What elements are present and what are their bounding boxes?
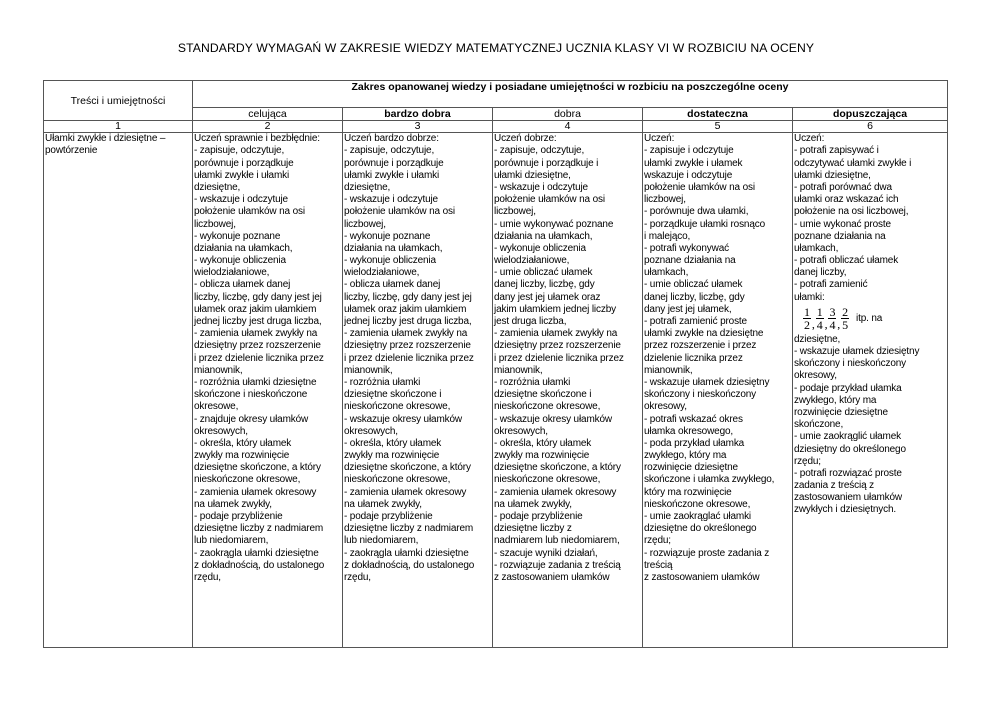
requirement-line: - określa, który ułamek [344, 437, 442, 449]
requirement-line: wskazuje i odczytuje [644, 169, 733, 181]
requirement-line: - zamienia ułamek okresowy [494, 486, 617, 498]
grade-cell-dopuszczajaca [793, 133, 948, 648]
requirement-line: zwykły ma rozwinięcie [194, 450, 290, 462]
requirement-line: działania na ułamkach, [194, 242, 293, 254]
grade-cell-dostateczna [643, 133, 793, 648]
column-number: 6 [793, 121, 948, 133]
requirement-line: - wykonuje obliczenia [494, 242, 586, 254]
requirement-line: - umie obliczać ułamek [644, 279, 743, 291]
requirement-line: - wykonuje obliczenia [194, 255, 286, 267]
requirement-line: - umie wykonać proste [794, 218, 891, 230]
requirement-line: ułamki oraz wskazać ich [794, 194, 899, 206]
grade-dopuszczajaca: dopuszczająca [793, 108, 948, 121]
requirement-line: - podaje przybliżenie [494, 511, 583, 523]
requirement-line: - potrafi rozwiązać proste [794, 467, 902, 479]
requirement-line: - umie obliczać ułamek [494, 267, 593, 279]
requirement-line: mianownik, [644, 364, 693, 376]
requirement-line: - potrafi wskazać okres [644, 413, 743, 425]
requirement-line: rozwinięcie dziesiętne [644, 462, 738, 474]
requirement-line: - podaje przykład ułamka [794, 382, 902, 394]
requirement-line: okresowy, [794, 370, 837, 382]
requirement-line: i malejąco, [644, 230, 691, 242]
requirement-line: ułamki dziesiętne, [794, 169, 871, 181]
fraction [828, 306, 836, 331]
requirement-line: - umie wykonywać poznane [494, 218, 614, 230]
requirement-line: - zamienia ułamek zwykły na [494, 328, 618, 340]
requirement-line: nieskończone okresowe, [344, 401, 451, 413]
requirement-line: z dokładnością, do ustalonego [344, 559, 475, 571]
requirement-line: - wykonuje poznane [194, 230, 281, 242]
requirement-line: dziesiętne liczby z nadmiarem [344, 523, 474, 535]
header-tresci: Treści i umiejętności [44, 81, 193, 121]
grade-bardzo-dobra: bardzo dobra [343, 108, 493, 121]
requirement-line: lub niedomiarem, [344, 535, 419, 547]
column-number: 4 [493, 121, 643, 133]
requirement-line: z zastosowaniem ułamków [644, 571, 760, 583]
requirement-line: - zapisuje, odczytuje, [194, 145, 285, 157]
requirement-line: dziesiętne liczby z nadmiarem [194, 523, 324, 535]
requirement-line: ułamkach, [794, 242, 839, 254]
requirement-line: dziesiętny przez rozszerzenie [194, 340, 321, 352]
requirement-line: - zamienia ułamek zwykły na [344, 328, 468, 340]
requirement-line: nieskończone okresowe, [494, 474, 601, 486]
requirement-line: ułamki zwykłe i ułamki [194, 169, 290, 181]
fraction [816, 306, 824, 331]
requirement-line: mianownik, [494, 364, 543, 376]
requirement-line: z dokładnością, do ustalonego [194, 559, 325, 571]
requirement-line: - zapisuje i odczytuje [644, 145, 734, 157]
requirement-line: zastosowaniem ułamków [794, 492, 903, 504]
requirement-line: rzędu, [194, 571, 221, 583]
requirement-line: skończony i nieskończony [644, 389, 757, 401]
requirement-line: liczbowej, [644, 194, 686, 206]
requirement-line: - rozróżnia ułamki [494, 376, 571, 388]
requirement-line: - oblicza ułamek danej [194, 279, 291, 291]
requirement-line: - wykonuje obliczenia [344, 255, 436, 267]
requirement-line: i przez dzielenie licznika przez [194, 352, 324, 364]
requirement-line: - wskazuje i odczytuje [344, 194, 438, 206]
requirement-line: danej liczby, [794, 267, 847, 279]
grade-dobra: dobra [493, 108, 643, 121]
requirement-line: Uczeń sprawnie i bezbłędnie: [194, 133, 320, 145]
requirement-line: - potrafi zapisywać i [794, 145, 879, 157]
requirement-line: nieskończone okresowe, [494, 401, 601, 413]
requirement-line: - wskazuje ułamek dziesiętny [794, 346, 920, 358]
requirement-line: poznane działania na [794, 230, 886, 242]
requirement-line: mianownik, [344, 364, 393, 376]
fraction [803, 306, 811, 331]
requirement-line: skończone i ułamka zwykłego, [644, 474, 775, 486]
requirement-line: dziesiętny przez rozszerzenie [344, 340, 471, 352]
requirement-line: nieskończone okresowe, [344, 474, 451, 486]
requirement-line: Uczeń: [644, 133, 675, 145]
fraction-denominator: 5 [842, 318, 849, 333]
fraction-denominator: 4 [829, 318, 836, 333]
requirement-line: Uczeń dobrze: [494, 133, 557, 145]
requirement-line: na ułamek zwykły, [494, 498, 572, 510]
requirement-line: - rozróżnia ułamki dziesiętne [194, 376, 317, 388]
requirement-line: przez rozszerzenie i przez [644, 340, 757, 352]
requirement-line: dziesiętne, [794, 333, 841, 345]
requirement-line: dziesiętny przez rozszerzenie [494, 340, 621, 352]
fraction-suffix: itp. na [856, 312, 883, 324]
requirement-line: z zastosowaniem ułamków [494, 571, 610, 583]
requirement-line: na ułamek zwykły, [194, 498, 272, 510]
requirement-line: porównuje i porządkuje i [494, 157, 599, 169]
requirement-line: działania na ułamkach, [344, 242, 443, 254]
requirement-line: - porządkuje ułamki rosnąco [644, 218, 766, 230]
requirement-line: - podaje przybliżenie [194, 511, 283, 523]
requirement-line: - wykonuje poznane [344, 230, 431, 242]
requirement-line: - zapisuje, odczytuje, [494, 145, 585, 157]
requirement-line: ułamki dziesiętne, [494, 169, 571, 181]
requirement-line: liczbowej, [194, 218, 236, 230]
requirement-line: położenie ułamków na osi [344, 206, 455, 218]
requirement-line: - oblicza ułamek danej [344, 279, 441, 291]
requirement-line: dziesiętne skończone i [494, 389, 592, 401]
requirement-line: działania na ułamkach, [494, 230, 593, 242]
requirement-line: dzielenie licznika przez [644, 352, 743, 364]
requirement-line: - określa, który ułamek [194, 437, 292, 449]
requirement-line: zwykłych i dziesiętnych. [794, 504, 896, 516]
requirement-line: ułamki zwykłe i ułamki [344, 169, 440, 181]
requirement-line: - rozróżnia ułamki [344, 376, 421, 388]
requirement-line: rzędu, [344, 571, 371, 583]
requirement-line: okresowych, [194, 425, 248, 437]
requirement-line: - potrafi zamienić proste [644, 316, 747, 328]
requirement-line: - potrafi zamienić [794, 279, 868, 291]
fraction [841, 306, 849, 331]
requirement-line: odczytywać ułamki zwykłe i [794, 157, 912, 169]
requirement-line: porównuje i porządkuje [194, 157, 294, 169]
requirement-line: nieskończone okresowe, [194, 474, 301, 486]
requirement-line: wielodziałaniowe, [344, 267, 420, 279]
requirement-line: - szacuje wyniki działań, [494, 547, 598, 559]
requirement-line: lub niedomiarem, [194, 535, 269, 547]
requirement-line: dany jest jej ułamek oraz [494, 291, 601, 303]
grade-cell-dobra [493, 133, 643, 648]
requirement-line: - porównuje dwa ułamki, [644, 206, 749, 218]
document-title: STANDARDY WYMAGAŃ W ZAKRESIE WIEDZY MATEMATYCZNEJ UCZNIA KLASY VI W ROZBICIU NA OCENY [177, 41, 815, 55]
requirement-line: dziesiętne do określonego [644, 523, 757, 535]
requirement-line: rzędu; [644, 535, 671, 547]
requirement-line: okresowych, [344, 425, 398, 437]
requirement-line: - wskazuje okresy ułamków [344, 413, 462, 425]
requirement-line: - zamienia ułamek okresowy [344, 486, 467, 498]
requirement-line: - umie zaokrąglać ułamki [644, 511, 751, 523]
requirement-line: - wskazuje i odczytuje [194, 194, 288, 206]
column-number: 3 [343, 121, 493, 133]
fraction-numerator: 2 [842, 305, 849, 320]
requirement-line: jest druga liczba, [494, 316, 567, 328]
requirement-line: wielodziałaniowe, [494, 255, 570, 267]
requirement-line: dziesiętny do określonego [794, 443, 906, 455]
fraction-numerator: 1 [804, 305, 810, 320]
requirement-line: ułamek oraz jakim ułamkiem [344, 303, 467, 315]
requirement-line: położenie ułamków na osi [194, 206, 305, 218]
requirement-line: danej liczby, liczbę, gdy [644, 291, 745, 303]
grade-celujaca: celująca [193, 108, 343, 121]
requirement-line: - rozwiązuje proste zadania z [644, 547, 770, 559]
requirement-line: - określa, który ułamek [494, 437, 592, 449]
requirement-line: rozwinięcie dziesiętne [794, 406, 888, 418]
requirement-line: - zamienia ułamek okresowy [194, 486, 317, 498]
requirement-line: ułamki zwykłe i ułamek [644, 157, 743, 169]
requirement-line: - umie zaokrąglić ułamek [794, 431, 901, 443]
requirement-line: liczby, liczbę, gdy dany jest jej [344, 291, 472, 303]
requirement-line: liczby, liczbę, gdy dany jest jej [194, 291, 322, 303]
requirement-line: dany jest jej ułamek, [644, 303, 732, 315]
requirement-line: - wskazuje i odczytuje [494, 181, 588, 193]
requirement-line: położenie ułamków na osi [494, 194, 605, 206]
requirement-line: - zaokrągla ułamki dziesiętne [344, 547, 469, 559]
requirement-line: rzędu; [794, 455, 821, 467]
header-zakres: Zakres opanowanej wiedzy i posiadane umiejętności w rozbiciu na poszczególne oceny [193, 81, 948, 108]
requirement-line: - zamienia ułamek zwykły na [194, 328, 318, 340]
requirement-line: dziesiętne liczby z [494, 523, 572, 535]
requirement-line: jednej liczby jest druga liczba, [344, 316, 472, 328]
requirement-line: skończone, [794, 419, 844, 431]
fraction-numerator: 3 [829, 305, 836, 320]
requirement-line: treścią [644, 559, 673, 571]
requirement-line: jednej liczby jest druga liczba, [194, 316, 322, 328]
requirement-line: skończony i nieskończony [794, 358, 907, 370]
requirement-line: Uczeń: [794, 133, 825, 145]
requirement-line: porównuje i porządkuje [344, 157, 444, 169]
fraction-row: $\frac{1}{2}$ , $\frac{1}{4}$ , $\frac{3}{4}$ , $\frac{2}{5}$ itp. na [804, 305, 883, 333]
fraction-numerator: 1 [816, 305, 823, 320]
requirement-line: mianownik, [194, 364, 243, 376]
fraction-denominator: 4 [816, 318, 823, 333]
requirement-line: - podaje przybliżenie [344, 511, 433, 523]
requirement-line: dziesiętne, [344, 181, 391, 193]
requirement-line: - rozwiązuje zadania z treścią [494, 559, 621, 571]
requirement-line: położenie ułamków na osi [644, 181, 755, 193]
requirement-line: zwykłego, który ma [644, 450, 727, 462]
requirement-line: dziesiętne skończone, a który [194, 462, 321, 474]
requirement-line: zwykłego, który ma [794, 394, 877, 406]
requirement-line: dziesiętne skończone i [344, 389, 442, 401]
requirement-line: - wskazuje ułamek dziesiętny [644, 376, 770, 388]
requirement-line: okresowych, [494, 425, 548, 437]
grade-dostateczna: dostateczna [643, 108, 793, 121]
requirement-line: ułamki zwykłe na dziesiętne [644, 328, 764, 340]
grade-cell-bardzo-dobra [343, 133, 493, 648]
column-number: 1 [44, 121, 193, 133]
requirement-line: liczbowej, [344, 218, 386, 230]
requirement-line: zadania z treścią z [794, 480, 874, 492]
requirement-line: dziesiętne, [194, 181, 241, 193]
requirement-line: skończone i nieskończone [194, 389, 308, 401]
requirement-line: dziesiętne skończone, a który [494, 462, 621, 474]
requirement-line: ułamkach, [644, 267, 689, 279]
requirement-line: - znajduje okresy ułamków [194, 413, 309, 425]
requirement-line: położenie na osi liczbowej, [794, 206, 909, 218]
requirements-table [43, 80, 948, 648]
requirement-line: ułamki: [794, 291, 825, 303]
requirement-line: okresowy, [644, 401, 687, 413]
topic-label: Ułamki zwykłe i dziesiętne – powtórzenie [45, 133, 166, 157]
requirement-line: - potrafi wykonywać [644, 242, 729, 254]
requirement-line: Uczeń bardzo dobrze: [344, 133, 439, 145]
requirement-line: jakim ułamkiem jednej liczby [494, 303, 616, 315]
requirement-line: nadmiarem lub niedomiarem, [494, 535, 620, 547]
requirement-line: poznane działania na [644, 255, 736, 267]
requirement-line: liczbowej, [494, 206, 536, 218]
requirement-line: dziesiętne skończone, a który [344, 462, 471, 474]
requirement-line: - zapisuje, odczytuje, [344, 145, 435, 157]
requirement-line: danej liczby, liczbę, gdy [494, 279, 595, 291]
column-number: 2 [193, 121, 343, 133]
requirement-line: - potrafi porównać dwa [794, 181, 892, 193]
requirement-line: - poda przykład ułamka [644, 437, 745, 449]
requirement-line: ułamka okresowego, [644, 425, 734, 437]
requirement-line: i przez dzielenie licznika przez [344, 352, 474, 364]
topic-cell [44, 133, 193, 648]
requirement-line: - zaokrągla ułamki dziesiętne [194, 547, 319, 559]
requirement-line: ułamek oraz jakim ułamkiem [194, 303, 317, 315]
fraction-denominator: 2 [804, 318, 810, 333]
requirement-line: który ma rozwinięcie [644, 486, 732, 498]
column-number: 5 [643, 121, 793, 133]
requirement-line: i przez dzielenie licznika przez [494, 352, 624, 364]
requirement-line: - wskazuje okresy ułamków [494, 413, 612, 425]
requirement-line: - potrafi obliczać ułamek [794, 255, 899, 267]
requirement-line: zwykły ma rozwinięcie [344, 450, 440, 462]
requirement-line: nieskończone okresowe, [644, 498, 751, 510]
requirement-line: na ułamek zwykły, [344, 498, 422, 510]
requirement-line: wielodziałaniowe, [194, 267, 270, 279]
requirement-line: okresowe, [194, 401, 239, 413]
grade-cell-celujaca [193, 133, 343, 648]
requirement-line: zwykły ma rozwinięcie [494, 450, 590, 462]
